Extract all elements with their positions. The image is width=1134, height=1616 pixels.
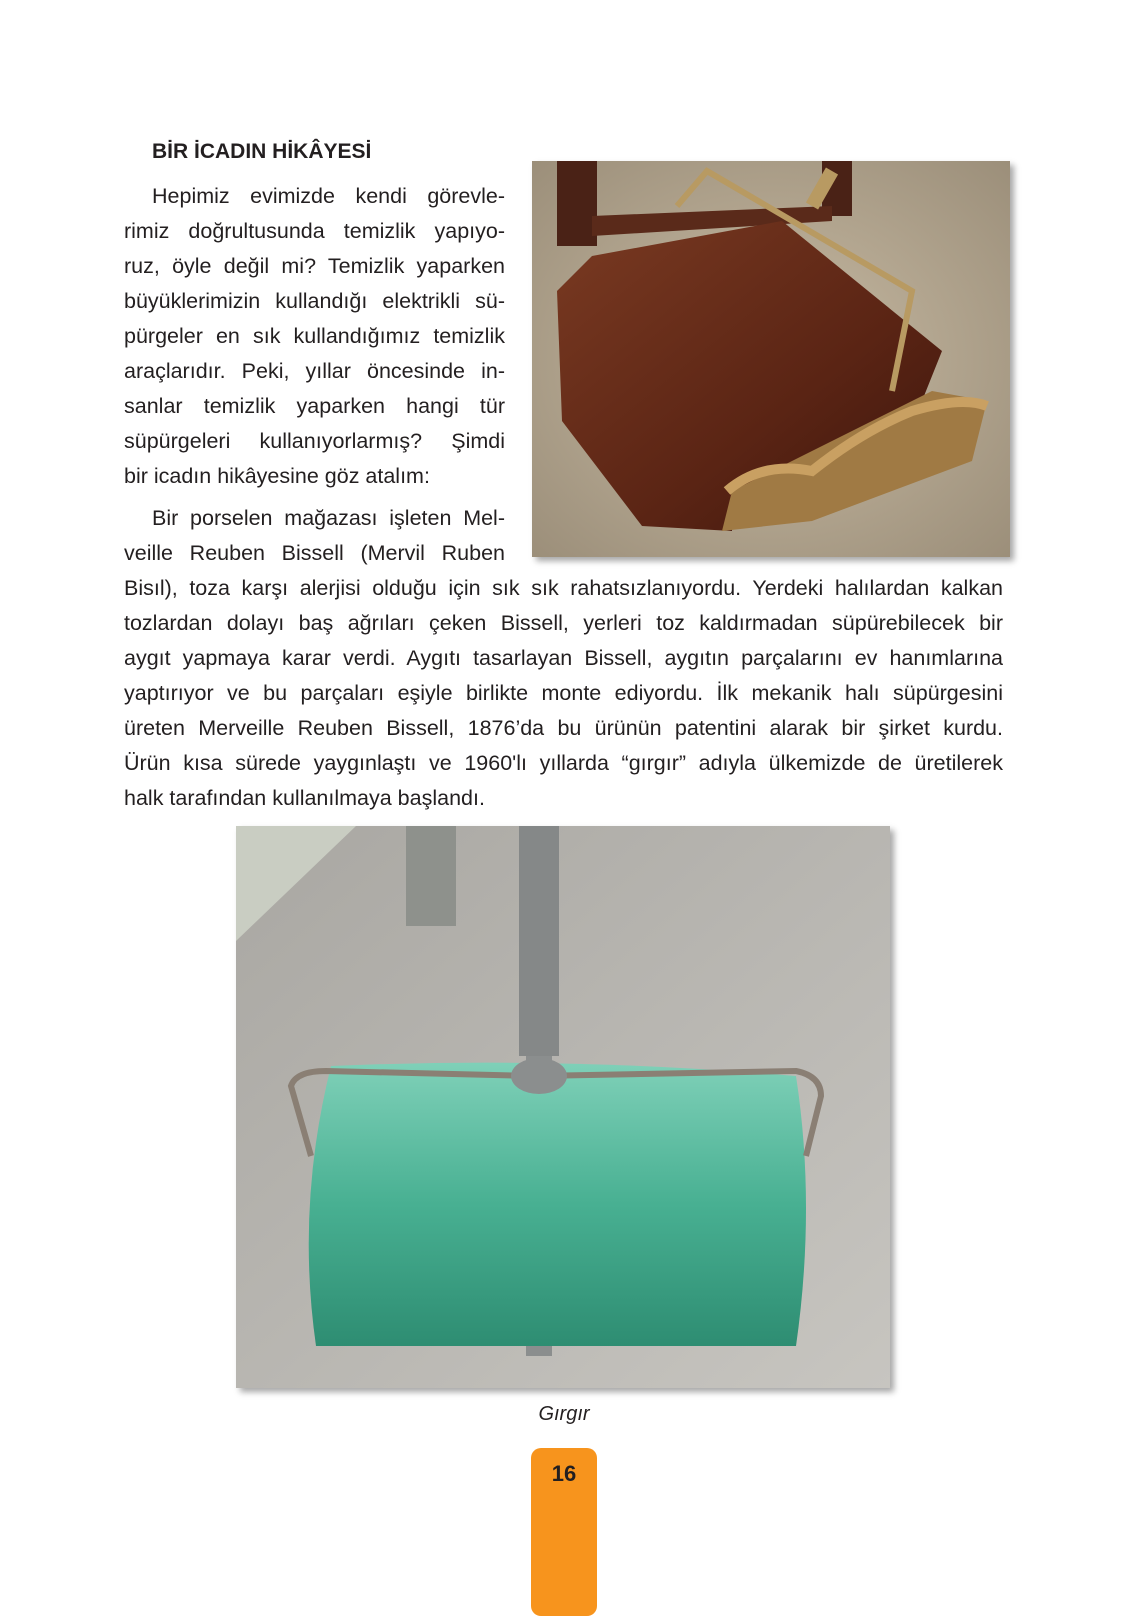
text-line: veille Reuben Bissell (Mervil Ruben — [124, 541, 505, 565]
text-line: süpürgeleri kullanıyorlarmış? Şimdi — [124, 429, 505, 453]
text-line: sanlar temizlik yaparken hangi tür — [124, 394, 505, 418]
text-line: Hepimiz evimizde kendi görevle- — [152, 184, 505, 208]
text-line: Ürün kısa sürede yaygınlaştı ve 1960'lı yıllarda “gırgır” adıyla ülkemizde de üretilerek — [124, 751, 1003, 775]
girgir-sweeper-photo — [236, 826, 890, 1388]
page-number: 16 — [531, 1448, 597, 1616]
text-line: araçlarıdır. Peki, yıllar öncesinde in- — [124, 359, 505, 383]
antique-carpet-sweeper-photo — [532, 161, 1010, 557]
text-line: üreten Merveille Reuben Bissell, 1876’da bu ürünün patentini alarak bir şirket kurdu. — [124, 716, 1003, 740]
text-line: yaptırıyor ve bu parçaları eşiyle birlikte monte ediyordu. İlk mekanik halı süpürgesini — [124, 681, 1003, 705]
text-line: büyüklerimizin kullandığı elektrikli sü- — [124, 289, 505, 313]
text-line: halk tarafından kullanılmaya başlandı. — [124, 786, 485, 810]
photo-caption: Gırgır — [538, 1403, 590, 1425]
text-line: ruz, öyle değil mi? Temizlik yaparken — [124, 254, 505, 278]
text-line: bir icadın hikâyesine göz atalım: — [124, 464, 430, 488]
text-line: tozlardan dolayı baş ağrıları çeken Bissell, yerleri toz kaldırmadan süpürebilecek bir — [124, 611, 1003, 635]
text-line: Bisıl), toza karşı alerjisi olduğu için sık sık rahatsızlanıyordu. Yerdeki halılardan kalkan — [124, 576, 1003, 600]
text-line: Bir porselen mağazası işleten Mel- — [152, 506, 505, 530]
text-line: pürgeler en sık kullandığımız temizlik — [124, 324, 505, 348]
text-line: rimiz doğrultusunda temizlik yapıyo- — [124, 219, 505, 243]
section-heading: BİR İCADIN HİKÂYESİ — [152, 140, 372, 163]
text-line: aygıt yapmaya karar verdi. Aygıtı tasarlayan Bissell, aygıtın parçalarını ev hanımlarına — [124, 646, 1003, 670]
